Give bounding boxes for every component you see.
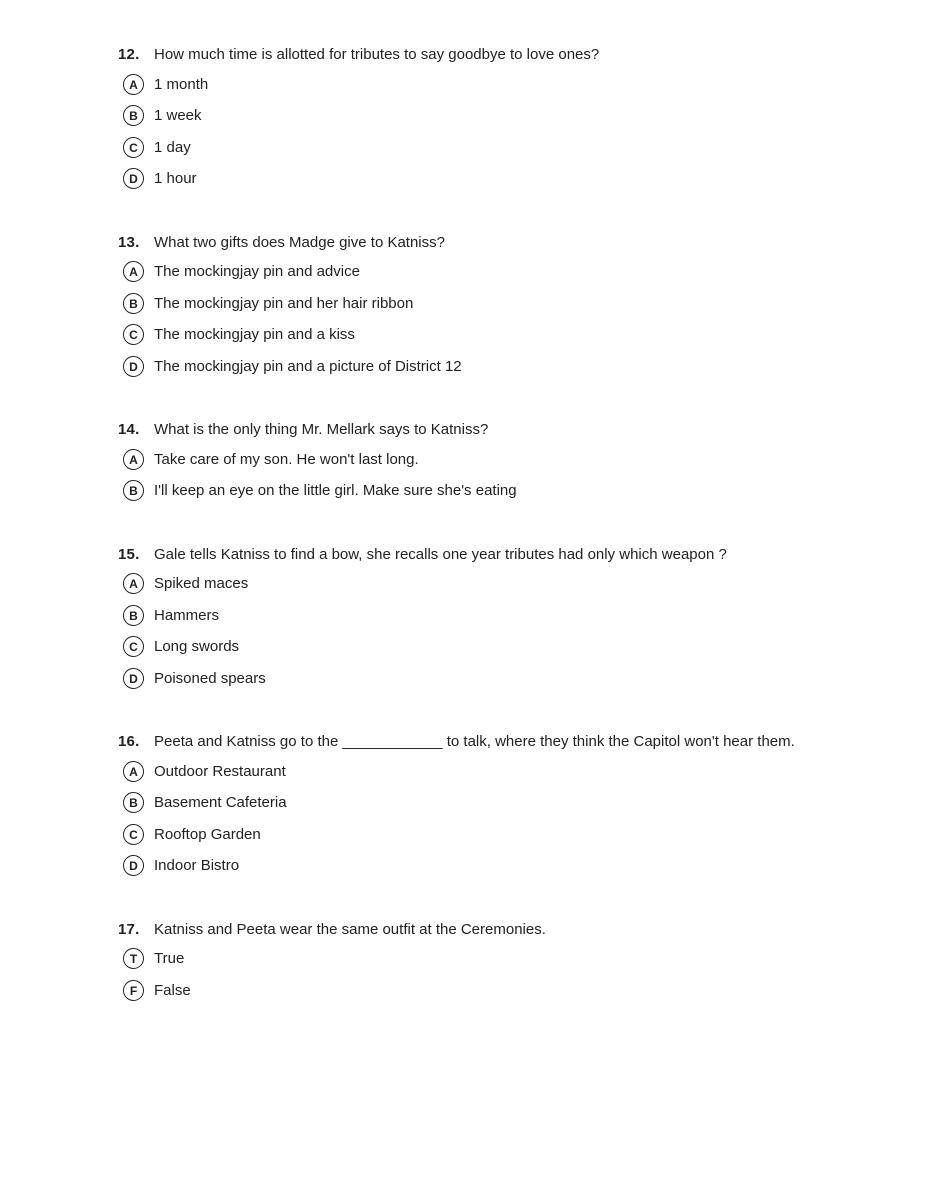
option-label: Long swords — [154, 638, 240, 655]
answer-option[interactable] — [118, 855, 800, 877]
option-letter-badge[interactable]: B — [123, 480, 144, 501]
question-block-12 — [118, 44, 800, 190]
option-letter-badge[interactable]: B — [123, 293, 144, 314]
option-label: I'll keep an eye on the little girl. Make sure she's eating — [154, 482, 517, 499]
option-label: Spiked maces — [154, 575, 249, 592]
question — [118, 419, 800, 440]
answer-option[interactable] — [118, 573, 800, 595]
option-letter-badge[interactable]: B — [123, 605, 144, 626]
question — [118, 232, 800, 253]
option-letter-badge[interactable]: F — [123, 980, 144, 1001]
question-number: 14. — [118, 421, 140, 438]
answer-option[interactable] — [118, 324, 800, 346]
question-number: 16. — [118, 733, 140, 750]
option-label: Poisoned spears — [154, 669, 266, 687]
question-number: 15. — [118, 545, 140, 563]
option-letter-badge[interactable]: D — [123, 356, 144, 377]
option-label: Take care of my son. He won't last long. — [154, 450, 419, 468]
question-text: What is the only thing Mr. Mellark says to Katniss? — [154, 421, 489, 438]
answer-option[interactable] — [118, 292, 800, 314]
option-label: Hammers — [154, 606, 220, 624]
answer-option[interactable] — [118, 823, 800, 845]
option-label: False — [154, 981, 191, 999]
option-letter-badge[interactable]: D — [123, 168, 144, 189]
question-block-14 — [118, 419, 800, 502]
option-letter-badge[interactable]: C — [123, 137, 144, 158]
option-label: 1 hour — [154, 170, 197, 187]
option-label: Rooftop Garden — [154, 825, 261, 843]
option-letter-badge[interactable]: A — [123, 761, 144, 782]
answer-option[interactable] — [118, 604, 800, 626]
question-block-16 — [118, 731, 800, 877]
option-letter-badge[interactable]: A — [123, 74, 144, 95]
question-text: Gale tells Katniss to find a bow, she recalls one year tributes had only which weapon ? — [154, 545, 727, 563]
answer-option[interactable] — [118, 636, 800, 658]
option-label: Basement Cafeteria — [154, 794, 287, 811]
question — [118, 919, 800, 940]
answer-option[interactable] — [118, 136, 800, 158]
question — [118, 731, 800, 752]
question-text: Katniss and Peeta wear the same outfit at the Ceremonies. — [154, 920, 546, 938]
question-text: Peeta and Katniss go to the ____________ to talk, where they think the Capitol won't hear them. — [154, 733, 795, 750]
option-label: The mockingjay pin and advice — [154, 263, 360, 280]
option-letter-badge[interactable]: D — [123, 855, 144, 876]
question-number: 17. — [118, 920, 140, 938]
option-letter-badge[interactable]: C — [123, 324, 144, 345]
option-letter-badge[interactable]: T — [123, 948, 144, 969]
option-letter-badge[interactable]: D — [123, 668, 144, 689]
option-letter-badge[interactable]: C — [123, 636, 144, 657]
question-block-15 — [118, 544, 800, 690]
option-label: 1 day — [154, 138, 191, 156]
answer-option[interactable] — [118, 261, 800, 283]
answer-option[interactable] — [118, 792, 800, 814]
answer-option[interactable] — [118, 760, 800, 782]
question-text: How much time is allotted for tributes to say goodbye to love ones? — [154, 46, 600, 63]
option-label: The mockingjay pin and a picture of District 12 — [154, 357, 462, 375]
option-label: Outdoor Restaurant — [154, 762, 286, 780]
option-label: True — [154, 950, 185, 967]
question-number: 12. — [118, 46, 140, 63]
answer-option[interactable] — [118, 480, 800, 502]
question — [118, 544, 800, 565]
answer-option[interactable] — [118, 105, 800, 127]
option-label: 1 month — [154, 75, 209, 93]
option-label: Indoor Bistro — [154, 857, 240, 874]
option-letter-badge[interactable]: B — [123, 105, 144, 126]
question-text: What two gifts does Madge give to Katniss? — [154, 233, 445, 251]
answer-option[interactable] — [118, 168, 800, 190]
option-letter-badge[interactable]: A — [123, 261, 144, 282]
answer-option[interactable] — [118, 979, 800, 1001]
answer-option[interactable] — [118, 948, 800, 970]
option-label: The mockingjay pin and a kiss — [154, 326, 355, 343]
question-block-17 — [118, 919, 800, 1002]
answer-option[interactable] — [118, 667, 800, 689]
option-label: The mockingjay pin and her hair ribbon — [154, 294, 414, 312]
answer-option[interactable] — [118, 355, 800, 377]
option-letter-badge[interactable]: A — [123, 573, 144, 594]
question — [118, 44, 800, 65]
option-letter-badge[interactable]: B — [123, 792, 144, 813]
option-label: 1 week — [154, 107, 202, 124]
answer-option[interactable] — [118, 448, 800, 470]
answer-option[interactable] — [118, 73, 800, 95]
option-letter-badge[interactable]: C — [123, 824, 144, 845]
option-letter-badge[interactable]: A — [123, 449, 144, 470]
question-number: 13. — [118, 233, 140, 251]
question-block-13 — [118, 232, 800, 378]
